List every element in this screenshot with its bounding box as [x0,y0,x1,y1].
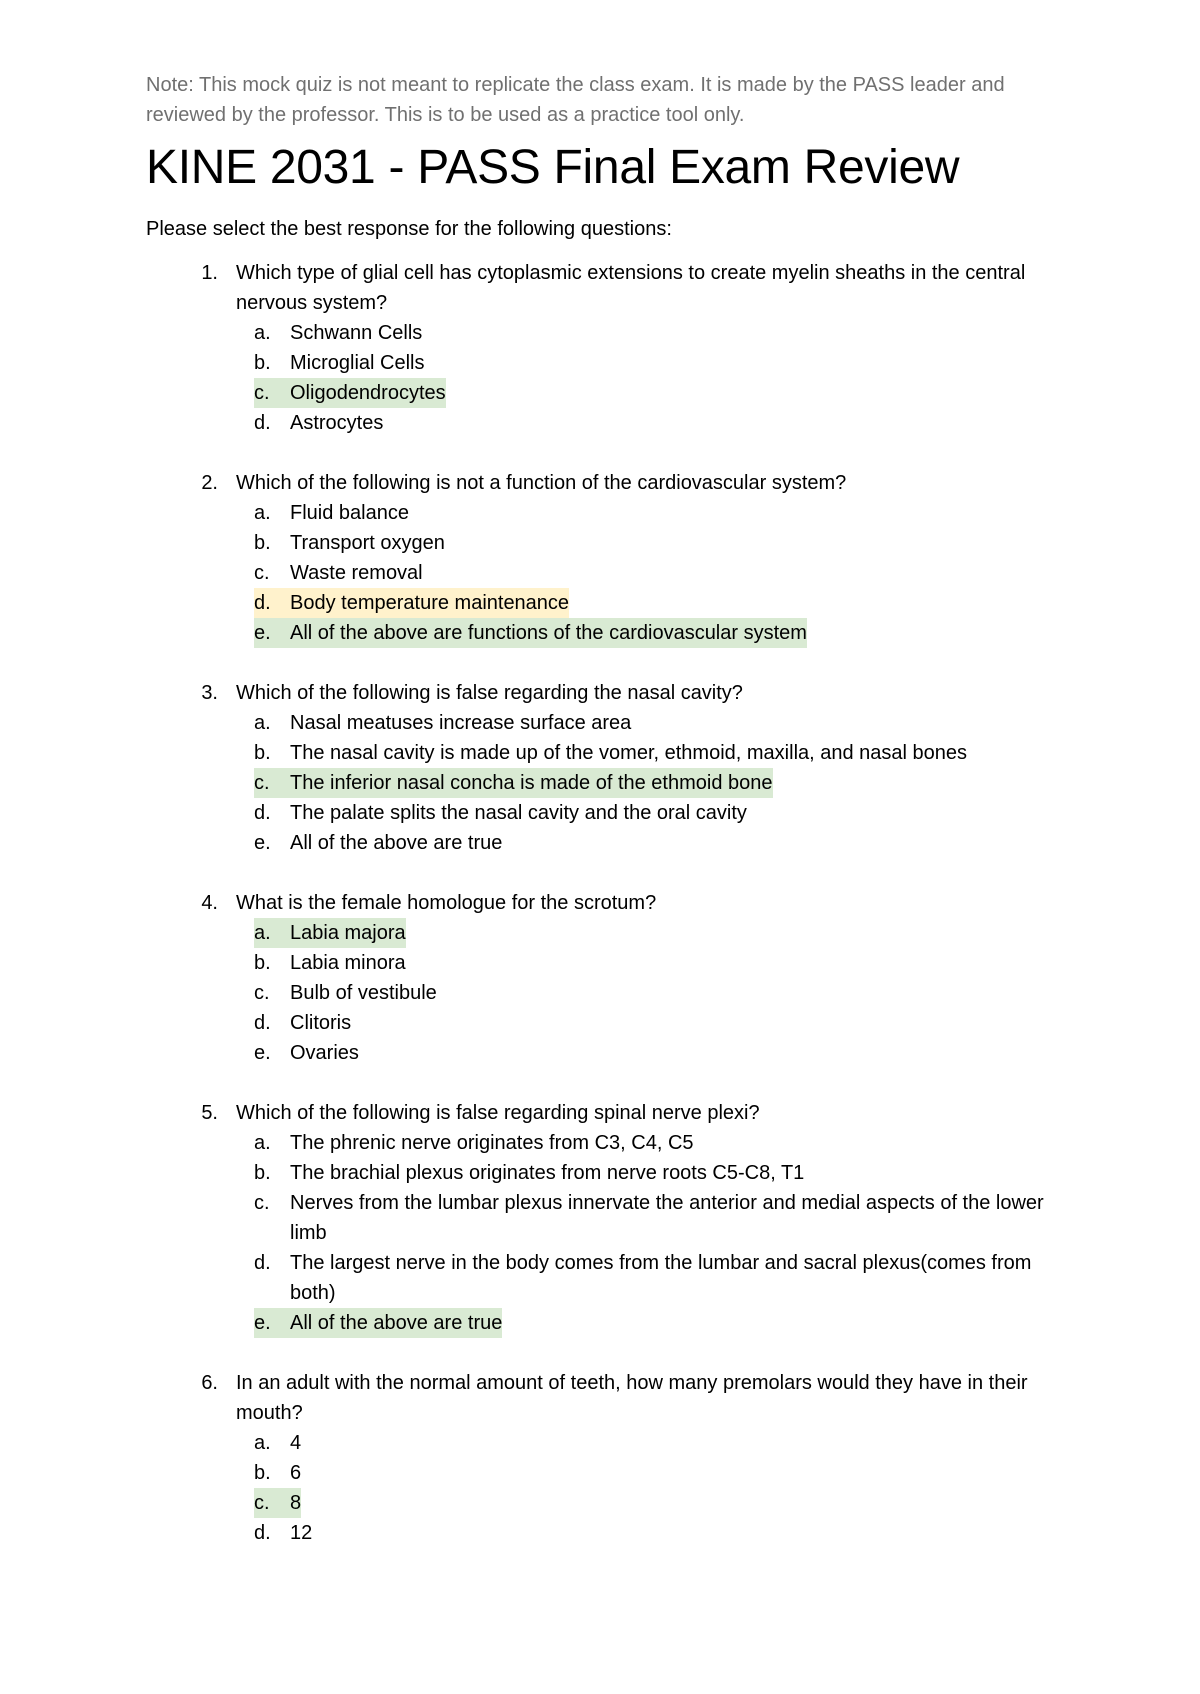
answer-option-content [254,1158,804,1188]
answer-option-content [254,528,445,558]
option-letter: c. [254,1192,270,1214]
answer-option-d [146,1248,1080,1308]
question-stem [146,1368,1080,1428]
answer-option-content [254,1518,312,1548]
option-text: The inferior nasal concha is made of the ethmoid bone [290,768,773,798]
question-stem [146,1098,1080,1128]
answer-option-c [146,378,1080,408]
answer-option-e [146,618,1080,648]
option-text: The largest nerve in the body comes from the lumbar and sacral plexus(comes from both) [290,1252,1032,1304]
disclaimer-note: Note: This mock quiz is not meant to replicate the class exam. It is made by the PASS leader and reviewed by the professor. This is to be used as a practice tool only. [146,74,1005,126]
question-3 [146,678,1080,858]
answer-option-content [254,1038,359,1068]
option-text: 4 [290,1432,302,1454]
option-letter: e. [254,832,271,854]
answer-options [146,498,1080,648]
option-letter: b. [254,1462,271,1484]
answer-option-b [146,528,1080,558]
answer-option-a [146,918,1080,948]
option-letter: c. [254,562,270,584]
question-number: 4. [201,892,218,914]
question-2 [146,468,1080,648]
option-text: Waste removal [290,562,423,584]
question-list [146,258,1080,1548]
option-text: Schwann Cells [290,322,423,344]
option-letter: d. [254,412,271,434]
answer-option-content [254,918,406,948]
answer-option-d [146,798,1080,828]
answer-option-e [146,1308,1080,1338]
option-letter: b. [254,532,271,554]
answer-option-content [254,738,967,768]
option-letter: c. [254,378,290,408]
answer-option-a [146,318,1080,348]
option-text: 12 [290,1522,313,1544]
option-letter: a. [254,1132,271,1154]
option-text: The palate splits the nasal cavity and the oral cavity [290,802,747,824]
option-letter: c. [254,982,270,1004]
question-stem [146,468,1080,498]
option-text: Labia minora [290,952,406,974]
option-letter: b. [254,1162,271,1184]
answer-option-content [254,828,502,858]
answer-option-content [254,318,422,348]
answer-option-c [146,768,1080,798]
question-text: Which of the following is not a function of the cardiovascular system? [236,472,847,494]
answer-option-content [254,498,409,528]
option-letter: b. [254,352,271,374]
answer-option-content [254,1308,502,1338]
answer-option-d [146,1008,1080,1038]
question-number: 6. [201,1372,218,1394]
option-letter: e. [254,1308,290,1338]
option-letter: a. [254,322,271,344]
answer-option-b [146,1458,1080,1488]
option-letter: d. [254,1522,271,1544]
answer-option-content [254,348,424,378]
answer-option-b [146,948,1080,978]
option-text: The phrenic nerve originates from C3, C4, C5 [290,1132,694,1154]
answer-option-d [146,408,1080,438]
option-letter: a. [254,1432,271,1454]
answer-option-c [146,558,1080,588]
option-text: 8 [290,1488,301,1518]
option-letter: a. [254,712,271,734]
option-text: The brachial plexus originates from nerve roots C5-C8, T1 [290,1162,805,1184]
question-number-gap [218,468,236,498]
option-letter: d. [254,588,290,618]
question-number-gap [218,678,236,708]
option-letter: c. [254,768,290,798]
option-letter: d. [254,1252,271,1274]
option-letter: b. [254,742,271,764]
option-letter: a. [254,502,271,524]
question-number: 5. [201,1102,218,1124]
question-stem [146,888,1080,918]
option-text: Nasal meatuses increase surface area [290,712,632,734]
answer-option-content [254,978,437,1008]
option-letter: b. [254,952,271,974]
answer-option-content [254,1188,1050,1248]
question-stem [146,678,1080,708]
option-text: Labia majora [290,918,406,948]
question-text: What is the female homologue for the scrotum? [236,892,657,914]
answer-options [146,1428,1080,1548]
answer-option-content [254,948,406,978]
option-text: Fluid balance [290,502,409,524]
answer-option-c [146,1188,1080,1248]
answer-option-content [254,1428,301,1458]
answer-option-content [254,798,747,828]
option-text: All of the above are true [290,1308,502,1338]
option-text: Body temperature maintenance [290,588,569,618]
question-5 [146,1098,1080,1338]
question-number-gap [218,258,236,318]
option-letter: d. [254,802,271,824]
answer-option-e [146,828,1080,858]
answer-option-content [254,708,631,738]
answer-option-b [146,348,1080,378]
option-text: 6 [290,1462,302,1484]
question-1 [146,258,1080,438]
option-text: Nerves from the lumbar plexus innervate the anterior and medial aspects of the lower limb [290,1192,1044,1244]
answer-option-a [146,1128,1080,1158]
instructions-text: Please select the best response for the following questions: [146,218,672,240]
option-letter: a. [254,918,290,948]
question-stem [146,258,1080,318]
answer-option-content [254,408,383,438]
option-letter: c. [254,1488,290,1518]
page-title: KINE 2031 - PASS Final Exam Review [146,141,960,194]
question-number-gap [218,1368,236,1428]
answer-option-content [254,1488,301,1518]
answer-option-a [146,708,1080,738]
answer-option-d [146,588,1080,618]
question-number: 2. [201,472,218,494]
answer-option-a [146,498,1080,528]
question-text: In an adult with the normal amount of teeth, how many premolars would they have in their mouth? [236,1372,1028,1424]
question-text: Which of the following is false regarding spinal nerve plexi? [236,1102,760,1124]
option-letter: e. [254,618,290,648]
question-6 [146,1368,1080,1548]
answer-option-content [254,1008,351,1038]
option-letter: d. [254,1012,271,1034]
option-text: Transport oxygen [290,532,445,554]
question-number: 3. [201,682,218,704]
question-4 [146,888,1080,1068]
question-number: 1. [201,262,218,284]
option-text: Bulb of vestibule [290,982,437,1004]
question-text: Which type of glial cell has cytoplasmic extensions to create myelin sheaths in the central nervous system? [236,262,1026,314]
option-text: Ovaries [290,1042,359,1064]
answer-option-content [254,1458,301,1488]
option-text: Astrocytes [290,412,384,434]
option-text: Oligodendrocytes [290,378,446,408]
answer-option-content [254,618,807,648]
option-text: Microglial Cells [290,352,425,374]
answer-option-content [254,378,446,408]
answer-option-a [146,1428,1080,1458]
question-text: Which of the following is false regarding the nasal cavity? [236,682,743,704]
answer-option-content [254,588,569,618]
answer-option-e [146,1038,1080,1068]
option-text: All of the above are true [290,832,503,854]
answer-option-content [254,558,423,588]
answer-option-c [146,1488,1080,1518]
answer-option-b [146,738,1080,768]
option-text: All of the above are functions of the cardiovascular system [290,618,807,648]
option-letter: e. [254,1042,271,1064]
question-number-gap [218,1098,236,1128]
question-number-gap [218,888,236,918]
answer-option-content [254,1128,694,1158]
answer-option-c [146,978,1080,1008]
answer-options [146,1128,1080,1338]
option-text: Clitoris [290,1012,352,1034]
answer-option-b [146,1158,1080,1188]
answer-options [146,318,1080,438]
answer-option-d [146,1518,1080,1548]
answer-option-content [254,1248,1050,1308]
answer-options [146,918,1080,1068]
answer-options [146,708,1080,858]
option-text: The nasal cavity is made up of the vomer, ethmoid, maxilla, and nasal bones [290,742,968,764]
answer-option-content [254,768,773,798]
